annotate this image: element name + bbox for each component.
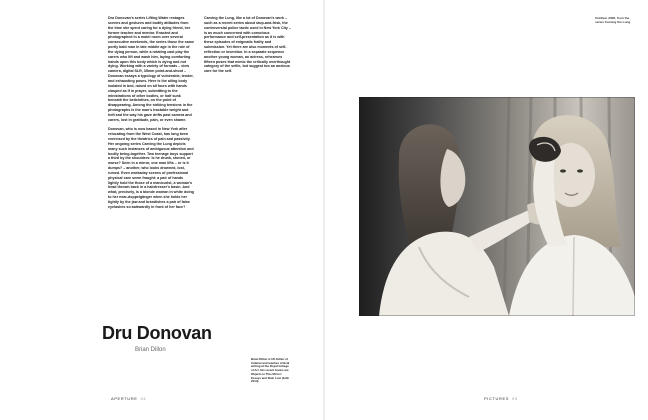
page-number: 95 — [512, 396, 518, 401]
paragraph: Dru Donovan's series Lifting Water restages scenes and gestures and bodily attitudes from the time she spent caring for a dying friend, her former teacher and mentor. Enacted and photographed in a motel room over several consecutive weekends, the series those the same portly bald man in late middle age in the role of the dying person, while a rotating cast play the carers who lift and wash him, laying comforting hands upon this body which is dying and not dying. Working with a variety of formats – view camera, digital SLR, 35mm point-and-shoot – Donovan essays a typology of vulnerable, tender, and exhausting poses. Here is the ailing body isolated in bed, raised on all fours with hands clasped as if in prayer, submitting to the ministrations of other bodies, or half sunk beneath the bedclothes, on the point of disappearing. Among the striking tensions in the photographs is the man's tractable weight and heft and the way his gaze drifts past camera and carers, lost in gratitude, pain, or even shame. — [108, 16, 194, 122]
essay-column-1 — [108, 16, 194, 215]
author-byline: Brian Dillon — [135, 347, 166, 353]
page-number: 94 — [140, 396, 147, 401]
paragraph: Carving the Lung, like a lot of Donovan's work – such as a recent series about stop-and-frisk, the controversial police tactic used in New York City – is as much concerned with conscious performance and self-presentation as it is with these episodes of enigmatic frailty and submission. Yet there are also moments of self-reflection or invention. In a separate sequence another young woman, an actress, rehearses fifteen poses that mimic the critically overthought category of the selfie, but suggest too an anxious care for the self. — [204, 16, 291, 74]
magazine-name: APERTURE — [111, 396, 138, 401]
photograph-illustration — [359, 97, 635, 316]
article-title: Dru Donovan — [102, 323, 212, 343]
paragraph: Donovan, who is now based in New York after relocating from the West Coast, has long been exercised by the theatrics of pain and passivity. Her ongoing series Carving the Lung depicts many such instances of ambiguous attention and bodily being-together. Two teenage boys support a third by the shoulders: Is he drunk, stoned, or worse? Seen in a mirror, one man lifts – or is it dumps? – another, who looks drowned, lost, ruined. Even workaday scenes of professional physical care seem fraught: a pair of hands lightly hold the those of a manicurist, a woman's head thrown back in a hairdresser's basin. And what, precisely, is a blonde woman in white doing to her near-doppelgänger when she holds her tightly by the jaw and brandishes a pair of false eyelashes so awkwardly in front of her face? — [108, 127, 194, 209]
section-name: PICTURES — [484, 396, 510, 401]
footer-right — [484, 396, 518, 401]
essay-column-2 — [204, 16, 292, 79]
photograph — [359, 97, 635, 316]
author-bio: Brian Dillon is UK Editor of Cabinet and teaches critical writing at the Royal College of Art. His recent books are Objects in This Mirror: Essays and Ruin Lust (both 2014). — [251, 357, 290, 384]
photo-caption: Untitled, 2008, from the series Carving the Lung — [595, 16, 631, 24]
footer-left — [111, 396, 146, 401]
gutter — [323, 0, 325, 420]
